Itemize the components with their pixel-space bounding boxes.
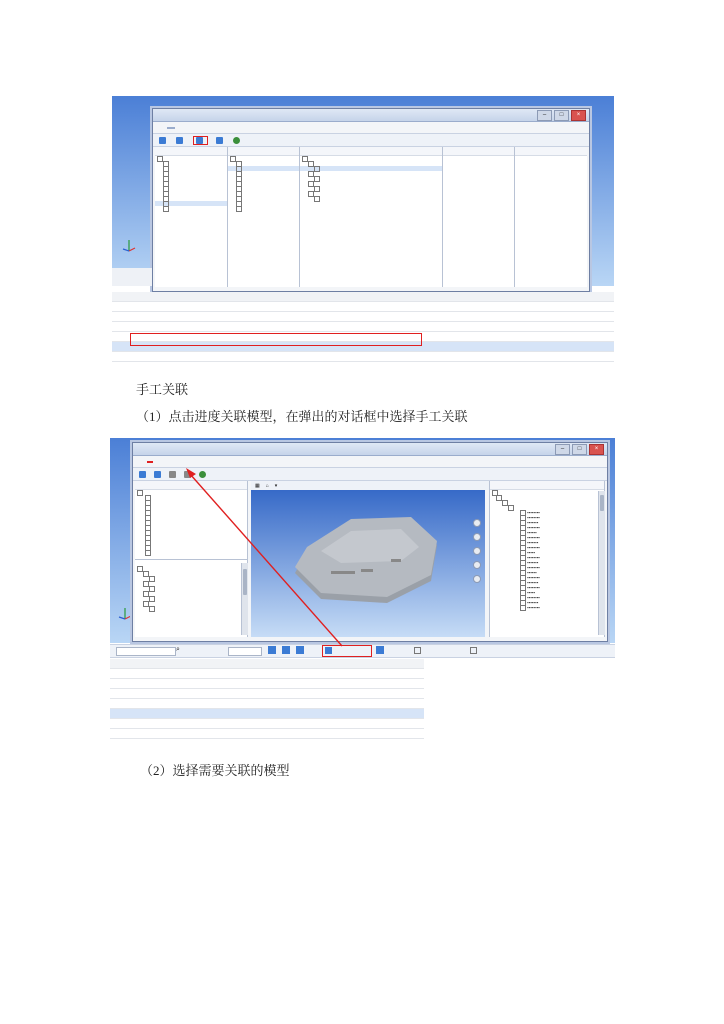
table-row[interactable] — [112, 352, 614, 362]
dialog-panes — [155, 147, 587, 287]
table-row[interactable] — [112, 322, 614, 332]
dialog-titlebar — [153, 109, 589, 122]
pane-model-tree — [155, 147, 228, 287]
maximize-button[interactable]: □ — [554, 110, 569, 121]
toolbar-icon — [216, 137, 223, 144]
side-panel — [112, 268, 152, 286]
caption-step-1: （1）点击进度关联模型，在弹出的对话框中选择手工关联 — [136, 409, 468, 424]
pane-category-tree — [228, 147, 301, 287]
dialog-tabs — [153, 122, 589, 133]
pane-results — [443, 147, 516, 287]
close-button[interactable]: × — [571, 110, 586, 121]
pane-associated — [515, 147, 587, 287]
annotation-arrow — [110, 438, 615, 742]
table-row[interactable] — [112, 302, 614, 312]
toolbar-icon — [176, 137, 183, 144]
screenshot-1 — [112, 96, 614, 364]
maximize-button[interactable]: □ — [572, 444, 587, 455]
toolbar-button-highlighted[interactable] — [193, 136, 208, 145]
view-dropdown[interactable]: ▾ — [274, 482, 278, 489]
view-toolbar-icon[interactable]: ⌂ — [265, 482, 269, 489]
screenshot-2 — [110, 438, 615, 742]
axis-gizmo-icon — [122, 238, 136, 252]
refresh-button[interactable] — [233, 137, 242, 144]
association-dialog — [152, 108, 590, 292]
grid-header — [112, 292, 614, 302]
toolbar-icon — [196, 137, 203, 144]
view-toolbar-icon[interactable]: ▦ — [255, 482, 260, 489]
table-row[interactable] — [112, 312, 614, 322]
refresh-icon — [233, 137, 240, 144]
toolbar-button-2[interactable] — [176, 137, 185, 144]
schedule-grid — [112, 292, 614, 362]
dialog-toolbar — [153, 133, 589, 147]
pane-task-tree — [300, 147, 442, 287]
highlight-box — [130, 333, 422, 346]
tab-manual[interactable] — [167, 127, 175, 129]
minimize-button[interactable]: – — [555, 444, 570, 455]
toolbar-button-1[interactable] — [159, 137, 168, 144]
search-icon[interactable]: ⌕ — [176, 646, 180, 653]
pane-task-tree: ▪▪▪▪▪▪▪▪ ▪▪▪▪▪▪▪▪ ▪▪▪▪▪▪▪ ▪▪▪▪▪▪▪▪ ▪▪▪▪▪▪ ▪▪▪▪▪▪▪▪ ▪▪▪▪▪▪▪ ▪▪▪▪▪▪▪▪ ▪▪▪▪▪ ▪▪▪▪▪▪▪▪ ▪▪▪▪▪▪▪ ▪▪▪▪▪▪▪▪ ▪▪▪▪▪▪ ▪▪▪▪▪▪▪▪ ▪▪▪▪▪▪▪ ▪▪▪▪▪▪▪▪ ▪▪▪▪▪ ▪▪▪▪▪▪▪▪ ▪▪▪▪▪▪▪ ▪▪▪▪▪▪▪▪ — [489, 481, 605, 637]
close-button[interactable]: × — [589, 444, 604, 455]
toolbar-button-4[interactable] — [216, 137, 225, 144]
caption-step-2: （2）选择需要关联的模型 — [140, 763, 290, 778]
minimize-button[interactable]: – — [537, 110, 552, 121]
toolbar-icon — [159, 137, 166, 144]
caption-manual-association: 手工关联 — [136, 382, 189, 397]
